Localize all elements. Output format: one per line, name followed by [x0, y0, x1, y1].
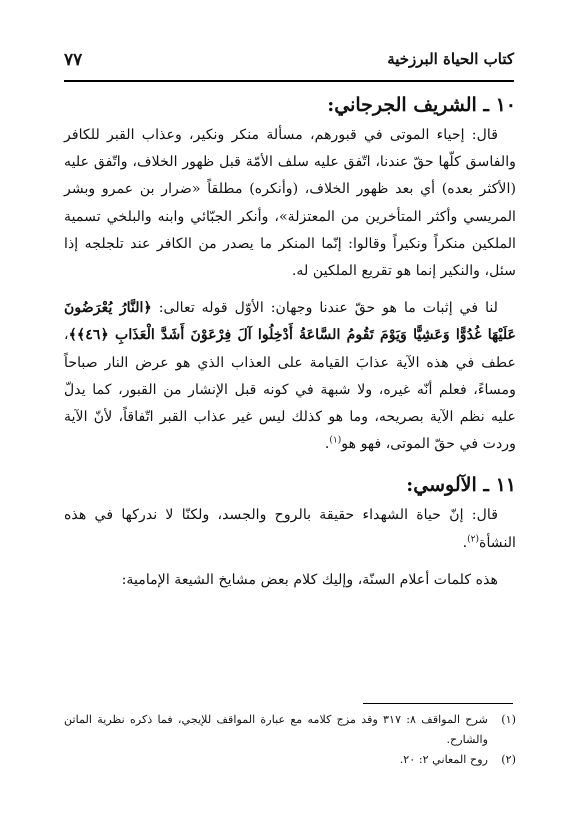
- footnote-ref[interactable]: (٢): [467, 533, 480, 544]
- footnotes: [64, 710, 516, 770]
- footnote: [64, 750, 516, 770]
- quran-verse: ﴿النَّارُ يُعْرَضُونَ عَلَيْهَا غُدُوًّا وَعَشِيًّا وَيَوْمَ تَقُومُ السَّاعَةُ أَدْخِلُوا آلَ فِرْعَوْنَ أَشَدَّ الْعَذَابِ ﴿٤٦﴾﴾: [64, 300, 516, 344]
- section-title-jurjani: ١٠ ـ الشريف الجرجاني:: [327, 94, 516, 116]
- footnote-text: شرح المواقف ٨: ٣١٧ وقد مزج كلامه مع عبارة المواقف للإيجي، فما ذكره نظرية الماتن والشارح.: [64, 713, 489, 746]
- footnote: [64, 710, 516, 750]
- main-text: [64, 88, 516, 594]
- paragraph: لنا في إثبات ما هو حقّ عندنا وجهان: الأوّل قوله تعالى: ﴿النَّارُ يُعْرَضُونَ عَلَيْهَا غُدُوًّا وَعَشِيًّا وَيَوْمَ تَقُومُ السَّاعَةُ أَدْخِلُوا آلَ فِرْعَوْنَ أَشَدَّ الْعَذَابِ ﴿٤٦﴾﴾، عطف في هذه الآية عذابَ القيامة على العذاب الذي هو عرض النار صباحاً ومساءً، فعلم أنّه غيره، ولا شبهة في كونه قبل الإنشار من القبور، كما يدلّ عليه نظم الآية بصريحه، وما هو كذلك ليس غير عذاب القبر اتّفاقاً، لأنّ الآية وردت في حقّ الموتى، فهو هو$^{(١)}$.: [64, 300, 516, 453]
- footnote-number: (١): [501, 713, 516, 726]
- paragraph: قال: إحياء الموتى في قبورهم، مسألة منكر ونكير، وعذاب القبر للكافر والفاسق كلّها حقّ عندنا، اتّفق عليه سلف الأمّة قبل ظهور الخلاف، واتّفق عليه (الأكثر بعده) أي بعد ظهور الخلاف، (وأنكره) مطلقاً «ضرار بن عمرو وبشر المريسي وأكثر المتأخرين من المعتزلة»، وأنكر الجبّائي وابنه والبلخي تسمية الملكين منكراً ونكيراً وقالوا: إنّما المنكر ما يصدر من الكافر عند تلجلجه إذا سئل، والنكير إنما هو تقريع الملكين له.: [64, 127, 516, 280]
- footnote-rule: [363, 703, 513, 704]
- paragraph: قال: إنّ حياة الشهداء حقيقة بالروح والجسد، ولكنّا لا ندركها في هذه النشأة$^{(٢)}$.: [64, 507, 516, 551]
- paragraph-text: ، عطف في هذه الآية عذابَ القيامة على العذاب الذي هو عرض النار صباحاً ومساءً، فعلم أنّه غيره، ولا شبهة في كونه قبل الإنشار من القبور، كما يدلّ عليه نظم الآية بصريحه، وما هو كذلك ليس غير عذاب القبر اتّفاقاً، لأنّ الآية وردت في حقّ الموتى، فهو هو: [64, 327, 516, 453]
- running-header: [64, 46, 514, 74]
- paragraph-intro: لنا في إثبات ما هو حقّ عندنا وجهان: الأوّل قوله تعالى:: [158, 300, 498, 317]
- page-number: ٧٧: [64, 50, 83, 70]
- section-title-alusi: ١١ ـ الآلوسي:: [406, 474, 516, 497]
- header-rule: [64, 80, 514, 82]
- footnote-text: روح المعاني ٢: ٢٠.: [399, 753, 488, 766]
- book-title: كتاب الحياة البرزخية: [387, 50, 514, 68]
- footnote-ref[interactable]: (١): [329, 435, 342, 446]
- footnote-number: (٢): [501, 753, 516, 766]
- paragraph: هذه كلمات أعلام السنّة، وإليك كلام بعض مشايخ الشيعة الإمامية:: [121, 571, 498, 588]
